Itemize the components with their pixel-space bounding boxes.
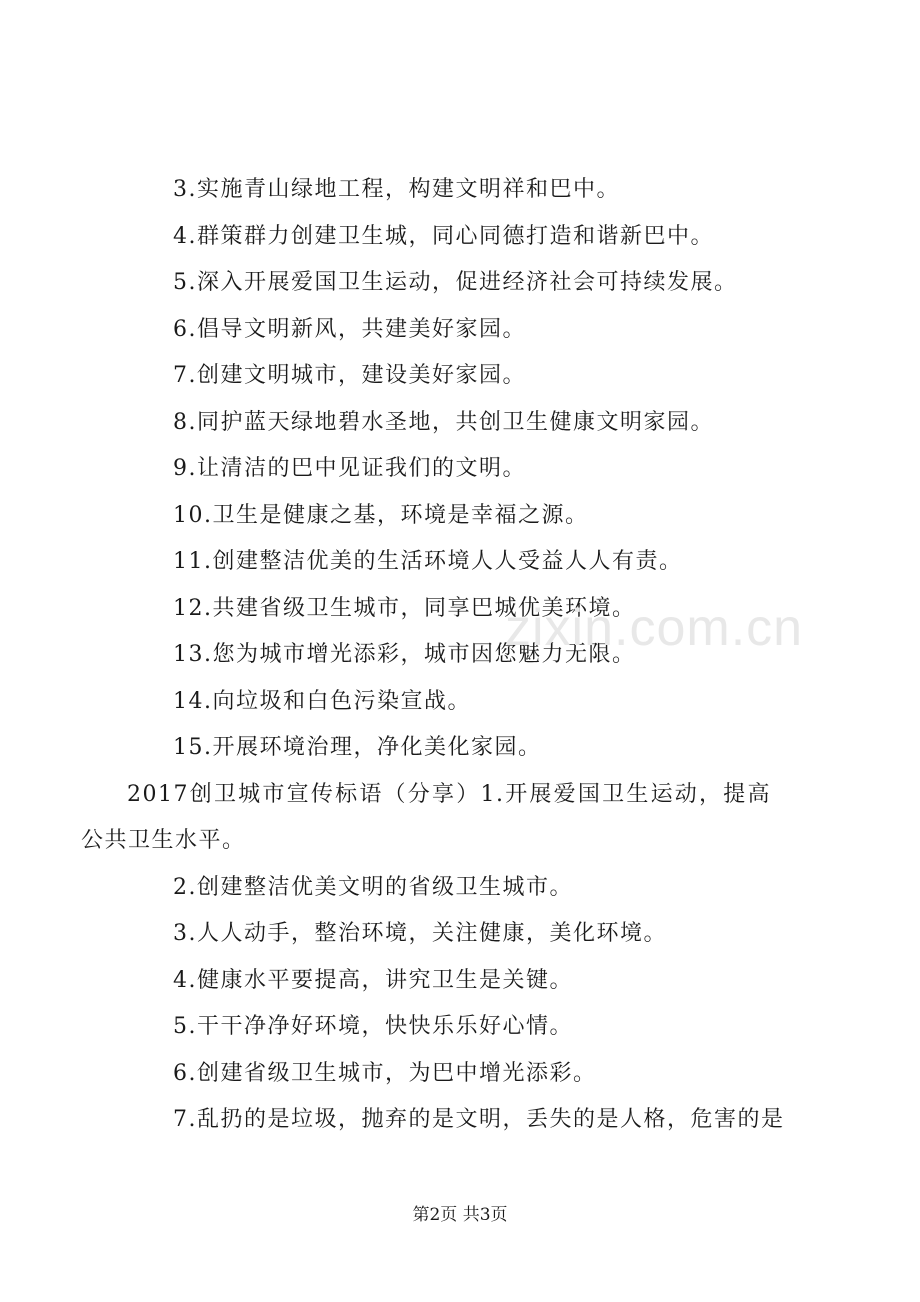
slogan-line: 10.卫生是健康之基，环境是幸福之源。 [173, 502, 589, 528]
slogan-line: 3.实施青山绿地工程，构建文明祥和巴中。 [173, 177, 620, 202]
slogan-line: 5.深入开展爱国卫生运动，促进经济社会可持续发展。 [173, 270, 738, 295]
slogan-line: 3.人人动手，整治环境，关注健康，美化环境。 [173, 921, 667, 946]
slogan-line: 5.干干净净好环境，快快乐乐好心情。 [173, 1014, 573, 1039]
slogan-line: 4.健康水平要提高，讲究卫生是关键。 [173, 967, 573, 993]
watermark: zixin.com.cn [505, 599, 804, 657]
slogan-line: 4.群策群力创建卫生城，同心同德打造和谐新巴中。 [173, 223, 714, 249]
slogan-line: 13.您为城市增光添彩，城市因您魅力无限。 [173, 642, 636, 667]
slogan-line: 6.倡导文明新风，共建美好家园。 [173, 316, 526, 342]
slogan-line: 14.向垃圾和白色污染宣战。 [173, 688, 471, 714]
slogan-line: 9.让清洁的巴中见证我们的文明。 [173, 456, 526, 481]
slogan-line: 11.创建整洁优美的生活环境人人受益人人有责。 [173, 549, 683, 574]
section-paragraph: 2017创卫城市宣传标语（分享）1.开展爱国卫生运动，提高公共卫生水平。 [81, 781, 771, 853]
slogan-line: 6.创建省级卫生城市，为巴中增光添彩。 [173, 1060, 597, 1086]
slogan-line: 7.创建文明城市，建设美好家园。 [173, 363, 526, 388]
slogan-line: 12.共建省级卫生城市，同享巴城优美环境。 [173, 595, 636, 621]
slogan-line: 7.乱扔的是垃圾，抛弃的是文明，丢失的是人格，危害的是 [173, 1107, 785, 1132]
page-footer: 第2页 共3页 [412, 1205, 508, 1225]
slogan-line: 15.开展环境治理，净化美化家园。 [173, 735, 542, 760]
slogan-line: 8.同护蓝天绿地碧水圣地，共创卫生健康文明家园。 [173, 409, 714, 435]
slogan-line: 2.创建整洁优美文明的省级卫生城市。 [173, 874, 573, 900]
